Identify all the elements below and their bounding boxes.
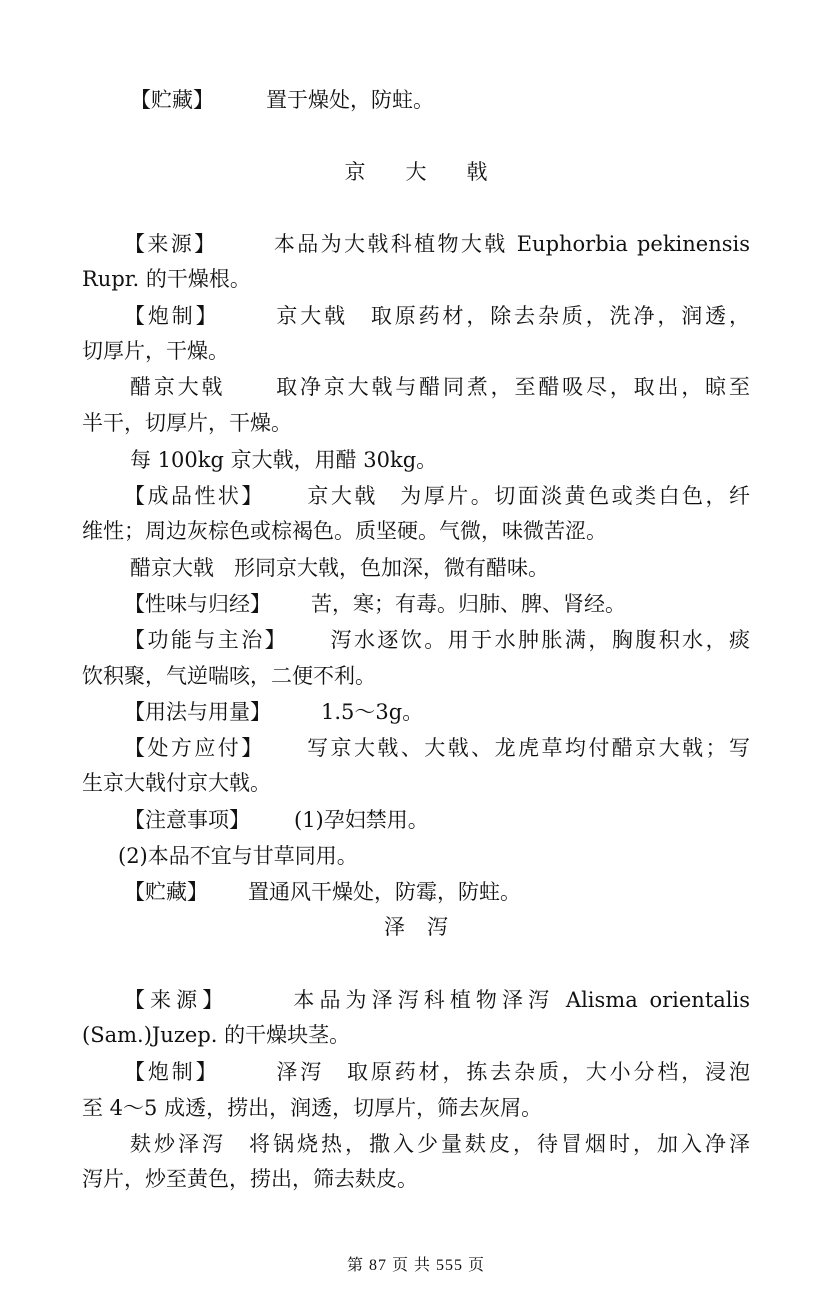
- storage-label: 【贮藏】: [130, 88, 214, 112]
- nature-label: 【性味与归经】: [124, 592, 271, 616]
- function-line-1: [124, 625, 750, 655]
- source2-text: 本品为泽泻科植物泽泻 Alisma orientalis: [288, 988, 750, 1012]
- source2-label: 【来源】: [124, 988, 229, 1012]
- page-footer: 第 87 页 共 555 页: [346, 1257, 485, 1274]
- processing-line-1: [124, 301, 750, 331]
- bran-item: 麸炒泽泻: [130, 1132, 226, 1156]
- nature-line: [124, 589, 626, 619]
- prescription-text: 写京大戟、大戟、龙虎草均付醋京大戟；写: [304, 736, 750, 760]
- bran-text: 将锅烧热，撒入少量麸皮，待冒烟时，加入净泽: [246, 1132, 750, 1156]
- title-char: 京: [344, 160, 366, 184]
- nature-text: 苦，寒；有毒。归肺、脾、肾经。: [311, 592, 626, 616]
- bran-line-2: 泻片，炒至黄色，捞出，筛去麸皮。: [82, 1167, 418, 1191]
- storage-label: 【贮藏】: [124, 880, 208, 904]
- processing-line-2: 切厚片，干燥。: [82, 339, 229, 363]
- processing2-item: 泽泻: [273, 1060, 325, 1084]
- title-char: 泻: [427, 915, 448, 939]
- ratio-line: 每 100kg 京大戟，用醋 30kg。: [130, 448, 438, 472]
- source-label: 【来源】: [124, 232, 218, 256]
- vinegar-text: 取净京大戟与醋同煮，至醋吸尽，取出，晾至: [273, 375, 751, 399]
- caution-label: 【注意事项】: [124, 808, 250, 832]
- processing2-text: 取原药材，拣去杂质，大小分档，浸泡: [344, 1060, 750, 1084]
- vinegar-line-2: 半干，切厚片，干燥。: [82, 411, 292, 435]
- traits2-line: [130, 553, 549, 583]
- storage-line-top: [130, 85, 434, 115]
- traits-line-1: [124, 481, 750, 511]
- vinegar-line-1: [130, 372, 750, 402]
- function-line-2: 饮积聚，气逆喘咳，二便不利。: [82, 664, 376, 688]
- vinegar-item: 醋京大戟: [130, 375, 226, 399]
- dosage-line: [124, 697, 423, 727]
- source2-line-1: [124, 985, 750, 1015]
- prescription-line-2: 生京大戟付京大戟。: [82, 771, 271, 795]
- dosage-label: 【用法与用量】: [124, 700, 271, 724]
- source2-line-2: (Sam.)Juzep. 的干燥块茎。: [82, 1023, 351, 1047]
- processing-item: 京大戟: [273, 304, 348, 328]
- processing-label: 【炮制】: [124, 304, 220, 328]
- title-char: 大: [405, 160, 427, 184]
- storage-text: 置通风干燥处，防霉，防蛀。: [248, 880, 521, 904]
- caution-line-2: (2)本品不宜与甘草同用。: [118, 844, 358, 868]
- source-text: 本品为大戟科植物大戟 Euphorbia pekinensis: [271, 232, 751, 256]
- traits-text: 为厚片。切面淡黄色或类白色，纤: [397, 484, 751, 508]
- section-title-zexie: [0, 912, 832, 942]
- dosage-text: 1.5～3g。: [321, 700, 424, 724]
- function-text: 泻水逐饮。用于水肿胀满，胸腹积水，痰: [328, 628, 751, 652]
- bran-line-1: [130, 1129, 750, 1159]
- source-line-1: [124, 229, 750, 259]
- traits-line-2: 维性；周边灰棕色或棕褐色。质坚硬。气微，味微苦涩。: [82, 519, 607, 543]
- traits-label: 【成品性状】: [124, 484, 265, 508]
- storage-line: [124, 877, 521, 907]
- function-label: 【功能与主治】: [124, 628, 289, 652]
- caution-line-1: [124, 805, 429, 835]
- processing2-line-1: [124, 1057, 750, 1087]
- source-line-2: Rupr. 的干燥根。: [82, 267, 251, 291]
- processing2-label: 【炮制】: [124, 1060, 220, 1084]
- caution-text: (1)孕妇禁用。: [294, 808, 429, 832]
- traits2-text: 形同京大戟，色加深，微有醋味。: [234, 556, 549, 580]
- prescription-line-1: [124, 733, 750, 763]
- title-char: 泽: [384, 915, 405, 939]
- traits2-item: 醋京大戟: [130, 556, 214, 580]
- storage-text: 置于燥处，防蛀。: [266, 88, 434, 112]
- title-char: 戟: [466, 160, 488, 184]
- prescription-label: 【处方应付】: [124, 736, 265, 760]
- section-title-jingdaji: [0, 157, 832, 187]
- processing2-line-2: 至 4～5 成透，捞出，润透，切厚片，筛去灰屑。: [82, 1096, 543, 1120]
- processing-text: 取原药材，除去杂质，洗净，润透，: [368, 304, 750, 328]
- traits-item: 京大戟: [304, 484, 378, 508]
